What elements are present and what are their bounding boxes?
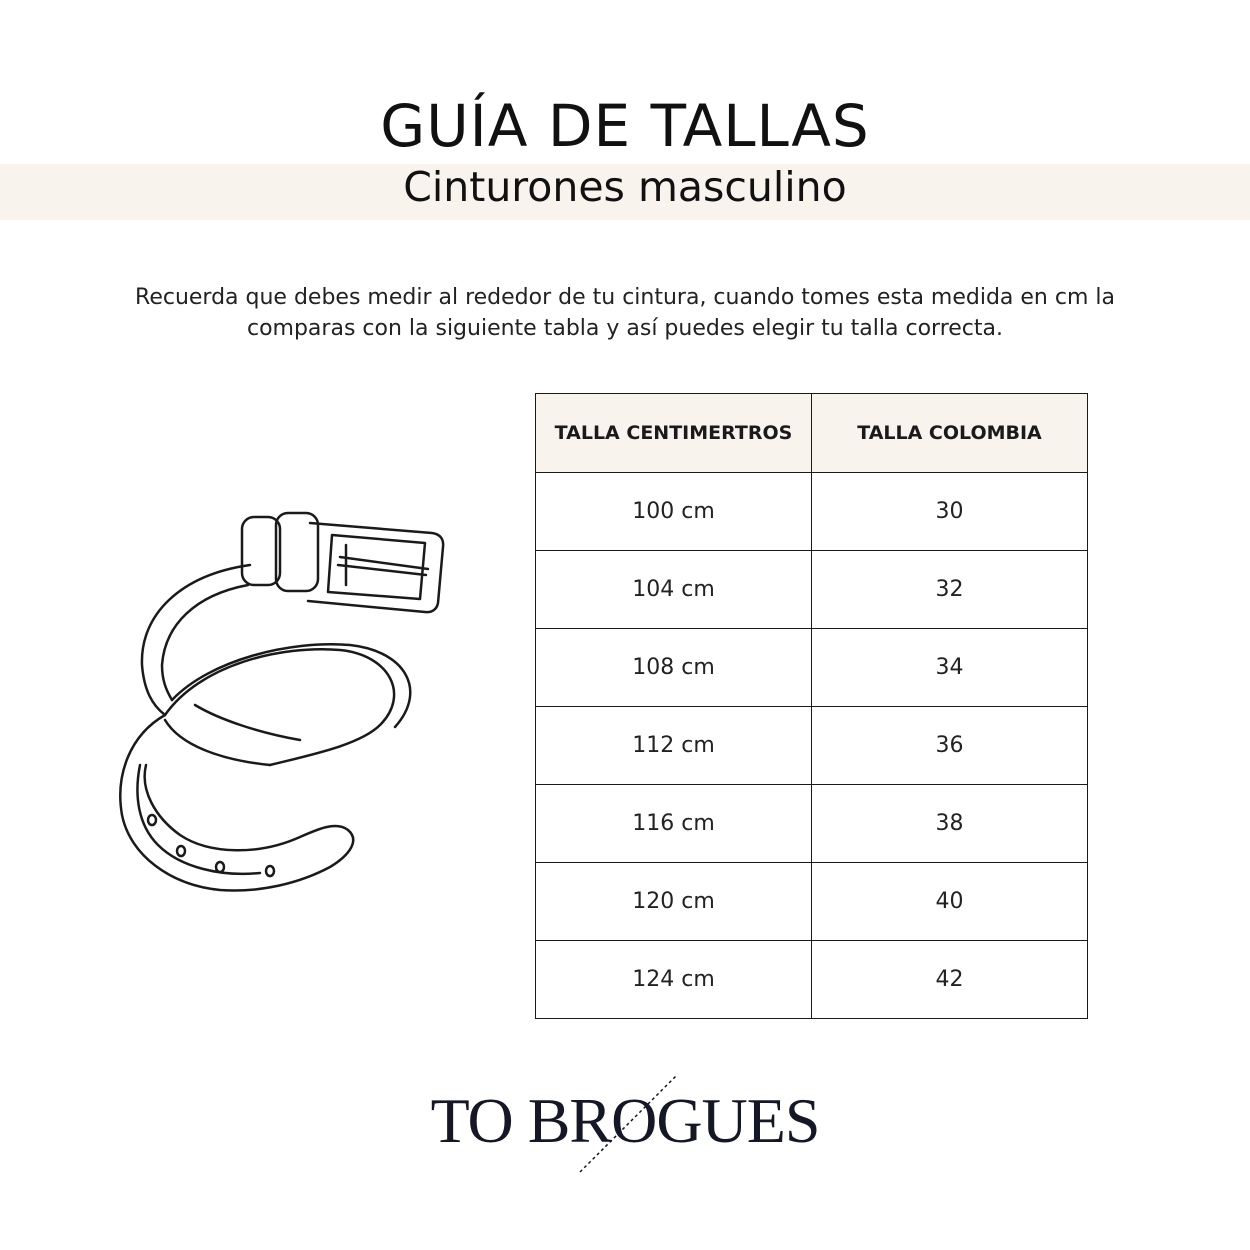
table-row [536,473,1088,551]
table-row [536,707,1088,785]
cell-cm: 108 cm [536,629,812,707]
size-table [535,393,1088,1019]
cell-colombia: 32 [812,551,1088,629]
cell-colombia: 34 [812,629,1088,707]
table-row [536,785,1088,863]
table-row [536,863,1088,941]
cell-cm: 112 cm [536,707,812,785]
table-row [536,629,1088,707]
page-subtitle: Cinturones masculino [403,163,847,211]
header-talla-colombia: TALLA COLOMBIA [812,394,1088,473]
cell-cm: 100 cm [536,473,812,551]
cell-colombia: 38 [812,785,1088,863]
intro-line-1: Recuerda que debes medir al rededor de tu cintura, cuando tomes esta medida en cm la [135,285,1115,310]
table-row [536,941,1088,1019]
cell-cm: 116 cm [536,785,812,863]
brand-logo-text: TO BROGUES [430,1085,820,1156]
header-talla-cm: TALLA CENTIMERTROS [536,394,812,473]
cell-colombia: 42 [812,941,1088,1019]
intro-line-2: comparas con la siguiente tabla y así puedes elegir tu talla correcta. [246,316,1003,341]
table-row [536,551,1088,629]
cell-colombia: 30 [812,473,1088,551]
table-header-row [536,394,1088,473]
page-title: GUÍA DE TALLAS [380,92,870,160]
cell-cm: 104 cm [536,551,812,629]
belt-icon [110,505,460,905]
intro-text [100,282,1150,344]
cell-colombia: 36 [812,707,1088,785]
brand-logo [395,1070,855,1180]
cell-colombia: 40 [812,863,1088,941]
cell-cm: 120 cm [536,863,812,941]
cell-cm: 124 cm [536,941,812,1019]
